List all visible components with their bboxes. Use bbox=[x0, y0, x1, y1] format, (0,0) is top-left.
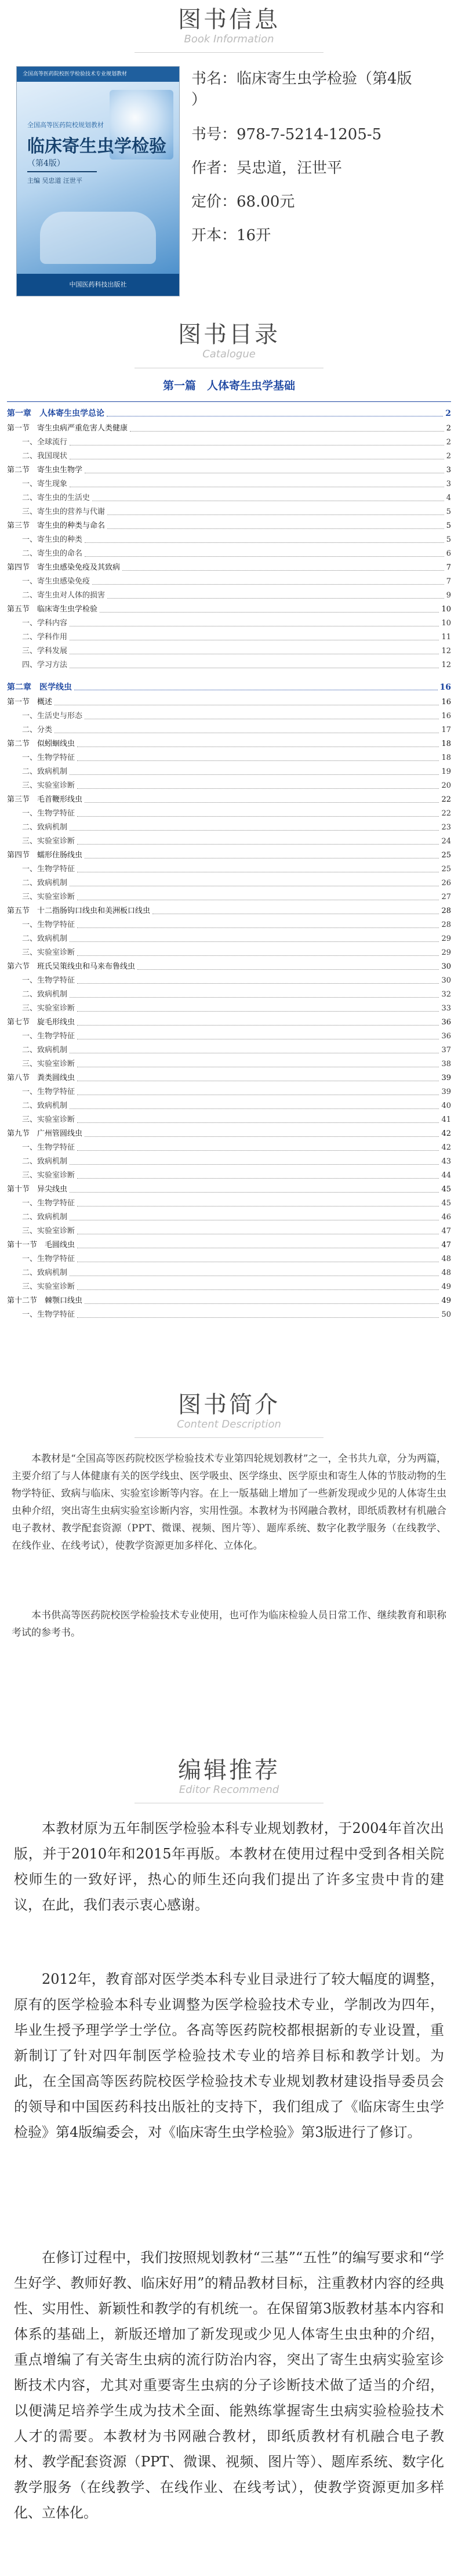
toc-page-number: 25 bbox=[441, 851, 451, 860]
toc-page-number: 28 bbox=[441, 921, 451, 929]
toc-page-number: 42 bbox=[441, 1129, 451, 1138]
toc-entry-title: 一、生物学特征 bbox=[22, 1255, 75, 1263]
book-cover-image bbox=[16, 66, 180, 296]
toc-entry-title: 第一节 寄生虫病严重危害人类健康 bbox=[7, 424, 128, 433]
toc-entry-title: 第五节 临床寄生虫学检验 bbox=[7, 605, 98, 614]
toc-leader-dots bbox=[77, 1178, 439, 1179]
recommend-paragraph: 2012年，教育部对医学类本科专业目录进行了较大幅度的调整，原有的医学检验本科专业调整为医学检验技术专业，学制改为四年，毕业生授予理学学士学位。各高等医药院校都根据新的专业设置，重新制订了针对四年制医学检验技术专业的培养目标和教学计划。为此，在全国高等医药院校医学检验技术专业规划教材建设指导委员会的领导和中国医药科技出版社的支持下，我们组成了《临床寄生虫学检验》第4版编委会，对《临床寄生虫学检验》第3版进行了修订。 bbox=[14, 1971, 444, 2140]
toc-entry-title: 二、致病机制 bbox=[22, 1046, 68, 1055]
cover-editors: 主编 吴忠道 汪世平 bbox=[27, 177, 82, 184]
description-paragraph: 本书供高等医药院校医学检验技术专业使用，也可作为临床检验人员日常工作、继续教育和职称考试的参考书。 bbox=[12, 1610, 446, 1639]
toc-subsection bbox=[7, 1210, 451, 1223]
toc-page-number: 33 bbox=[441, 1004, 451, 1013]
toc-leader-dots bbox=[70, 1192, 439, 1193]
toc-page-number: 3 bbox=[446, 466, 451, 474]
toc-page-number: 23 bbox=[441, 823, 451, 832]
toc-entry-title: 二、致病机制 bbox=[22, 1213, 68, 1222]
book-isbn: 书号：978-7-5214-1205-5 bbox=[191, 126, 382, 143]
toc-section bbox=[7, 695, 451, 708]
cover-illustration bbox=[40, 212, 156, 264]
toc-section bbox=[7, 959, 451, 972]
book-title-line1: 书名：临床寄生虫学检验（第4版 bbox=[191, 70, 412, 88]
toc-entry-title: 三、实验室诊断 bbox=[22, 837, 75, 846]
toc-page-number: 38 bbox=[441, 1060, 451, 1068]
toc-part-title: 第一篇 人体寄生虫学基础 bbox=[162, 379, 295, 392]
toc-section bbox=[7, 904, 451, 916]
toc-subsection bbox=[7, 1168, 451, 1181]
toc-subsection bbox=[7, 491, 451, 503]
toc-entry-title: 二、我国现状 bbox=[22, 452, 68, 461]
toc-leader-dots bbox=[85, 1136, 439, 1137]
toc-leader-dots bbox=[77, 844, 439, 845]
cover-topbar: 全国高等医药院校医学检验技术专业规划教材 bbox=[17, 67, 179, 82]
section-subtitle: Content Description bbox=[177, 1418, 281, 1430]
toc-entry-title: 三、实验室诊断 bbox=[22, 1171, 75, 1180]
toc-subsection bbox=[7, 616, 451, 629]
toc-leader-dots bbox=[77, 1206, 439, 1207]
toc-subsection bbox=[7, 751, 451, 763]
toc-page-number: 47 bbox=[441, 1227, 451, 1236]
toc-entry-title: 第八节 粪类圆线虫 bbox=[7, 1074, 75, 1082]
toc-subsection bbox=[7, 1252, 451, 1265]
toc-entry-title: 三、学科发展 bbox=[22, 647, 68, 655]
toc-page-number: 16 bbox=[441, 698, 451, 707]
toc-subsection bbox=[7, 945, 451, 958]
toc-subsection bbox=[7, 723, 451, 736]
section-title: 编辑推荐 bbox=[178, 1757, 280, 1784]
toc-leader-dots bbox=[70, 1108, 439, 1109]
toc-subsection bbox=[7, 918, 451, 930]
toc-subsection bbox=[7, 1307, 451, 1320]
toc-page-number: 36 bbox=[441, 1018, 451, 1027]
toc-page-number: 41 bbox=[441, 1115, 451, 1124]
toc-subsection bbox=[7, 987, 451, 1000]
toc-page-number: 7 bbox=[446, 563, 451, 572]
toc-entry-title: 一、生物学特征 bbox=[22, 1032, 75, 1041]
section-header-catalogue bbox=[0, 316, 458, 360]
toc-entry-title: 一、生物学特征 bbox=[22, 1310, 75, 1319]
toc-section bbox=[7, 1015, 451, 1028]
toc-page-number: 9 bbox=[446, 591, 451, 600]
recommend-paragraph: 在修订过程中，我们按照规划教材“三基”“五性”的编写要求和“学生好学、教师好教、临床好用”的精品教材目标，注重教材内容的经典性、实用性、新颖性和教学的有机统一。在保留第3版教材基本内容和体系的基础上，新版还增加了新发现或少见人体寄生虫虫种的介绍，重点增编了有关寄生虫病的流行防治内容，突出了寄生虫病实验室诊断技术内容，尤其对重要寄生虫病的分子诊断技术做了适当的介绍，以便满足培养学生成为技术全面、能熟练掌握寄生虫病实验检验技术人才的需要。本教材为书网融合教材，即纸质教材有机融合电子教材、教学配套资源（PPT、微课、视频、图片等）、题库系统、数字化教学服务（在线教学、在线作业、在线考试），使教学资源更加多样化、立体化。 bbox=[14, 2249, 444, 2521]
toc-leader-dots bbox=[77, 927, 439, 928]
toc-page-number: 26 bbox=[441, 879, 451, 887]
section-title: 图书信息 bbox=[178, 6, 280, 33]
cover-series: 全国高等医药院校规划教材 bbox=[27, 121, 104, 129]
toc-subsection bbox=[7, 820, 451, 833]
toc-page-number: 45 bbox=[441, 1185, 451, 1194]
toc-subsection bbox=[7, 505, 451, 517]
toc-subsection bbox=[7, 806, 451, 819]
toc-page-number: 2 bbox=[446, 452, 451, 461]
toc-entry-title: 二、致病机制 bbox=[22, 767, 68, 776]
toc-leader-dots bbox=[77, 1011, 439, 1012]
toc-section bbox=[7, 463, 451, 476]
toc-entry-title: 一、生物学特征 bbox=[22, 1088, 75, 1096]
toc-entry-title: 一、寄生虫感染免疫 bbox=[22, 577, 90, 586]
toc-entry-title: 二、致病机制 bbox=[22, 879, 68, 887]
toc-page-number: 49 bbox=[441, 1282, 451, 1291]
toc-section bbox=[7, 602, 451, 615]
toc-section bbox=[7, 848, 451, 861]
toc-leader-dots bbox=[100, 612, 439, 613]
toc-section bbox=[7, 792, 451, 805]
toc-entry-title: 二、致病机制 bbox=[22, 934, 68, 943]
toc-page-number: 20 bbox=[441, 781, 451, 790]
toc-entry-title: 二、分类 bbox=[22, 726, 53, 734]
toc-page-number: 27 bbox=[441, 893, 451, 901]
toc-entry-title: 二、致病机制 bbox=[22, 823, 68, 832]
toc-entry-title: 三、实验室诊断 bbox=[22, 1060, 75, 1068]
toc-page-number: 22 bbox=[441, 809, 451, 818]
toc-leader-dots bbox=[77, 816, 439, 817]
toc-entry-title: 三、实验室诊断 bbox=[22, 1282, 75, 1291]
book-price: 定价：68.00元 bbox=[191, 193, 295, 211]
toc-page-number: 16 bbox=[441, 712, 451, 720]
toc-page-number: 18 bbox=[441, 753, 451, 762]
toc-page-number: 6 bbox=[446, 549, 451, 558]
toc-entry-title: 第一节 概述 bbox=[7, 698, 53, 707]
toc-entry-title: 第九节 广州管圆线虫 bbox=[7, 1129, 83, 1138]
toc-subsection bbox=[7, 658, 451, 671]
toc-entry-title: 第三节 寄生虫的种类与命名 bbox=[7, 521, 106, 530]
toc-leader-dots bbox=[92, 584, 444, 585]
toc-page-number: 12 bbox=[441, 661, 451, 669]
toc-entry-title: 二、寄生虫的命名 bbox=[22, 549, 83, 558]
toc-leader-dots bbox=[85, 802, 439, 803]
toc-entry-title: 第二章 医学线虫 bbox=[7, 683, 72, 692]
toc-leader-dots bbox=[70, 830, 439, 831]
toc-entry-title: 第十节 异尖线虫 bbox=[7, 1185, 68, 1194]
toc-page-number: 24 bbox=[441, 837, 451, 846]
toc-entry-title: 一、生物学特征 bbox=[22, 921, 75, 929]
toc-subsection bbox=[7, 1113, 451, 1125]
toc-subsection bbox=[7, 765, 451, 777]
toc-section bbox=[7, 1071, 451, 1084]
toc-page-number: 29 bbox=[441, 948, 451, 957]
toc-section bbox=[7, 1182, 451, 1195]
toc-subsection bbox=[7, 1266, 451, 1278]
toc-subsection bbox=[7, 1099, 451, 1111]
toc-section bbox=[7, 1294, 451, 1306]
toc-entry-title: 二、致病机制 bbox=[22, 1157, 68, 1166]
toc-entry-title: 一、生物学特征 bbox=[22, 1199, 75, 1208]
toc-subsection bbox=[7, 973, 451, 986]
section-header-book-info bbox=[0, 1, 458, 45]
toc-entry-title: 第四节 寄生虫感染免疫及其致病 bbox=[7, 563, 121, 572]
book-format: 开本：16开 bbox=[191, 227, 271, 244]
toc-page-number: 10 bbox=[441, 619, 451, 628]
toc-leader-dots bbox=[70, 997, 439, 998]
toc-rule bbox=[7, 401, 451, 402]
toc-page-number: 19 bbox=[441, 767, 451, 776]
toc-entry-title: 第一章 人体寄生虫学总论 bbox=[7, 409, 104, 418]
toc-page-number: 18 bbox=[441, 740, 451, 748]
section-header-recommend bbox=[0, 1752, 458, 1796]
toc-entry-title: 一、全球流行 bbox=[22, 438, 68, 447]
toc-subsection bbox=[7, 1029, 451, 1042]
toc-entry-title: 三、实验室诊断 bbox=[22, 1004, 75, 1013]
toc-page-number: 44 bbox=[441, 1171, 451, 1180]
toc-leader-dots bbox=[85, 542, 444, 543]
toc-entry-title: 二、致病机制 bbox=[22, 1102, 68, 1110]
cover-rule bbox=[27, 171, 97, 172]
toc-leader-dots bbox=[77, 983, 439, 984]
toc-chapter bbox=[7, 680, 451, 693]
toc-page-number: 29 bbox=[441, 934, 451, 943]
toc-entry-title: 三、实验室诊断 bbox=[22, 948, 75, 957]
toc-page-number: 7 bbox=[446, 577, 451, 586]
toc-entry-title: 三、实验室诊断 bbox=[22, 1115, 75, 1124]
toc-entry-title: 第六节 班氏吴策线虫和马来布鲁线虫 bbox=[7, 962, 136, 971]
toc-subsection bbox=[7, 1196, 451, 1209]
toc-subsection bbox=[7, 1280, 451, 1292]
section-title: 图书简介 bbox=[178, 1392, 280, 1418]
toc-page-number: 3 bbox=[446, 480, 451, 488]
cover-publisher: 中国医药科技出版社 bbox=[17, 274, 179, 296]
toc-leader-dots bbox=[85, 1303, 439, 1304]
toc-entry-title: 三、实验室诊断 bbox=[22, 1227, 75, 1236]
toc-page-number: 47 bbox=[441, 1241, 451, 1249]
toc-page-number: 39 bbox=[441, 1074, 451, 1082]
toc-entry-title: 二、寄生虫对人体的损害 bbox=[22, 591, 106, 600]
toc-subsection bbox=[7, 644, 451, 657]
toc-entry-title: 三、实验室诊断 bbox=[22, 781, 75, 790]
toc-subsection bbox=[7, 588, 451, 601]
section-subtitle: Catalogue bbox=[202, 348, 256, 360]
toc-leader-dots bbox=[85, 556, 444, 557]
toc-entry-title: 三、寄生虫的营养与代谢 bbox=[22, 508, 106, 516]
toc-subsection bbox=[7, 1085, 451, 1097]
toc-page-number: 5 bbox=[446, 521, 451, 530]
toc-page-number: 16 bbox=[439, 683, 451, 692]
toc-entry-title: 一、寄生虫的种类 bbox=[22, 535, 83, 544]
toc-leader-dots bbox=[70, 941, 439, 942]
description-paragraph: 本教材是“全国高等医药院校医学检验技术专业第四轮规划教材”之一，全书共九章，分为两篇，主要介绍了与人体健康有关的医学线虫、医学吸虫、医学绦虫、医学原虫和寄生人体的节肢动物的生物学特征、致病与临床、实验室诊断等内容。在上一版基础上增加了一些新发现或少见的人体寄生虫虫种介绍，突出寄生虫病实验室诊断内容，实用性强。本教材为书网融合教材，即纸质教材有机融合电子教材、教学配套资源（PPT、微课、视频、图片等）、题库系统、数字化教学服务（在线教学、在线作业、在线考试），使教学资源更加多样化、立体化。 bbox=[12, 1453, 446, 1552]
toc-page-number: 30 bbox=[441, 962, 451, 971]
toc-section bbox=[7, 421, 451, 434]
toc-section bbox=[7, 1126, 451, 1139]
toc-page-number: 17 bbox=[441, 726, 451, 734]
toc-entry-title: 第十二节 棘颚口线虫 bbox=[7, 1296, 83, 1305]
toc-page-number: 49 bbox=[441, 1296, 451, 1305]
toc-subsection bbox=[7, 477, 451, 490]
toc-subsection bbox=[7, 876, 451, 889]
toc-entry-title: 一、生物学特征 bbox=[22, 1143, 75, 1152]
toc-page-number: 50 bbox=[441, 1310, 451, 1319]
toc-entry-title: 二、寄生虫的生活史 bbox=[22, 494, 90, 502]
toc-entry-title: 二、学科作用 bbox=[22, 633, 68, 642]
toc-subsection bbox=[7, 1001, 451, 1014]
toc-entry-title: 一、生物学特征 bbox=[22, 809, 75, 818]
toc-leader-dots bbox=[77, 1150, 439, 1151]
recommend-paragraph: 本教材原为五年制医学检验本科专业规划教材，于2004年首次出版，并于2010年和2015年再版。本教材在使用过程中受到各相关院校师生的一致好评，热心的师生还向我们提出了许多宝贵中肯的建议，在此，我们表示衷心感谢。 bbox=[14, 1820, 444, 1913]
toc-leader-dots bbox=[70, 1164, 439, 1165]
toc-section bbox=[7, 737, 451, 749]
toc-entry-title: 一、生物学特征 bbox=[22, 976, 75, 985]
toc-entry-title: 二、致病机制 bbox=[22, 990, 68, 999]
toc-page-number: 37 bbox=[441, 1046, 451, 1055]
toc-subsection bbox=[7, 1154, 451, 1167]
toc-entry-title: 二、致病机制 bbox=[22, 1269, 68, 1277]
cover-title: 临床寄生虫学检验 bbox=[27, 136, 166, 157]
toc-page-number: 36 bbox=[441, 1032, 451, 1041]
section-title: 图书目录 bbox=[178, 321, 280, 348]
toc-subsection bbox=[7, 1057, 451, 1070]
toc-entry-title: 第四节 蠕形住肠线虫 bbox=[7, 851, 83, 860]
toc-section bbox=[7, 1238, 451, 1251]
toc-entry-title: 第二节 寄生虫生物学 bbox=[7, 466, 83, 474]
toc-section bbox=[7, 560, 451, 573]
toc-leader-dots bbox=[107, 528, 444, 529]
toc-page-number: 2 bbox=[446, 438, 451, 447]
toc-page-number: 45 bbox=[441, 1199, 451, 1208]
toc-subsection bbox=[7, 546, 451, 559]
toc-page-number: 2 bbox=[446, 424, 451, 433]
toc-page-number: 39 bbox=[441, 1088, 451, 1096]
toc-entry-title: 第五节 十二指肠钩口线虫和美洲板口线虫 bbox=[7, 907, 151, 915]
section-subtitle: Book Information bbox=[184, 33, 274, 45]
toc-entry-title: 四、学习方法 bbox=[22, 661, 68, 669]
toc-page-number: 4 bbox=[446, 494, 451, 502]
toc-page-number: 5 bbox=[446, 508, 451, 516]
toc-subsection bbox=[7, 890, 451, 903]
toc-page-number: 25 bbox=[441, 865, 451, 874]
toc-section bbox=[7, 519, 451, 531]
toc-page-number: 48 bbox=[441, 1269, 451, 1277]
toc-subsection bbox=[7, 532, 451, 545]
toc-leader-dots bbox=[77, 760, 439, 761]
toc-page-number: 5 bbox=[446, 535, 451, 544]
toc-subsection bbox=[7, 1224, 451, 1237]
toc-leader-dots bbox=[130, 431, 444, 432]
section-header-description bbox=[0, 1386, 458, 1430]
toc-leader-dots bbox=[77, 1289, 439, 1290]
divider bbox=[135, 52, 323, 53]
toc-page-number: 10 bbox=[441, 605, 451, 614]
toc-entry-title: 一、生物学特征 bbox=[22, 865, 75, 874]
toc-subsection bbox=[7, 862, 451, 875]
toc-page-number: 2 bbox=[445, 409, 451, 418]
toc-entry-title: 一、生物学特征 bbox=[22, 753, 75, 762]
toc-page-number: 46 bbox=[441, 1213, 451, 1222]
toc-subsection bbox=[7, 1140, 451, 1153]
toc-leader-dots bbox=[77, 955, 439, 956]
toc-page-number: 11 bbox=[441, 633, 451, 642]
section-subtitle: Editor Recommend bbox=[179, 1784, 279, 1796]
toc-leader-dots bbox=[77, 788, 439, 789]
toc-page-number: 43 bbox=[441, 1157, 451, 1166]
toc-subsection bbox=[7, 709, 451, 722]
toc-subsection bbox=[7, 1043, 451, 1056]
toc-entry-title: 三、实验室诊断 bbox=[22, 893, 75, 901]
toc-leader-dots bbox=[77, 1122, 439, 1123]
book-author: 作者：吴忠道，汪世平 bbox=[191, 160, 343, 177]
toc-entry-title: 一、生活史与形态 bbox=[22, 712, 83, 720]
book-title-line2: ） bbox=[191, 91, 207, 108]
toc-leader-dots bbox=[77, 1317, 439, 1318]
toc-subsection bbox=[7, 778, 451, 791]
toc-entry-title: 第七节 旋毛形线虫 bbox=[7, 1018, 75, 1027]
toc-entry-title: 一、学科内容 bbox=[22, 619, 68, 628]
toc-leader-dots bbox=[77, 1025, 439, 1026]
toc-page-number: 48 bbox=[441, 1255, 451, 1263]
cover-edition: （第4版） bbox=[27, 159, 65, 168]
toc-page-number: 22 bbox=[441, 795, 451, 804]
toc-subsection bbox=[7, 630, 451, 643]
toc-subsection bbox=[7, 834, 451, 847]
toc-page-number: 40 bbox=[441, 1102, 451, 1110]
toc-subsection bbox=[7, 449, 451, 462]
toc-leader-dots bbox=[107, 598, 444, 599]
toc-entry-title: 第二节 似蚓蛔线虫 bbox=[7, 740, 75, 748]
divider bbox=[135, 1437, 323, 1438]
toc-page-number: 28 bbox=[441, 907, 451, 915]
toc-leader-dots bbox=[137, 969, 439, 970]
toc-leader-dots bbox=[70, 774, 439, 775]
toc-page-number: 42 bbox=[441, 1143, 451, 1152]
toc-page-number: 32 bbox=[441, 990, 451, 999]
toc-subsection bbox=[7, 574, 451, 587]
toc-chapter bbox=[7, 406, 451, 419]
toc-leader-dots bbox=[122, 570, 444, 571]
toc-page-number: 30 bbox=[441, 976, 451, 985]
toc-entry-title: 一、寄生现象 bbox=[22, 480, 68, 488]
toc-entry-title: 第三节 毛首鞭形线虫 bbox=[7, 795, 83, 804]
toc-subsection bbox=[7, 932, 451, 944]
toc-subsection bbox=[7, 435, 451, 448]
toc-page-number: 12 bbox=[441, 647, 451, 655]
toc-entry-title: 第十一节 毛圆线虫 bbox=[7, 1241, 75, 1249]
